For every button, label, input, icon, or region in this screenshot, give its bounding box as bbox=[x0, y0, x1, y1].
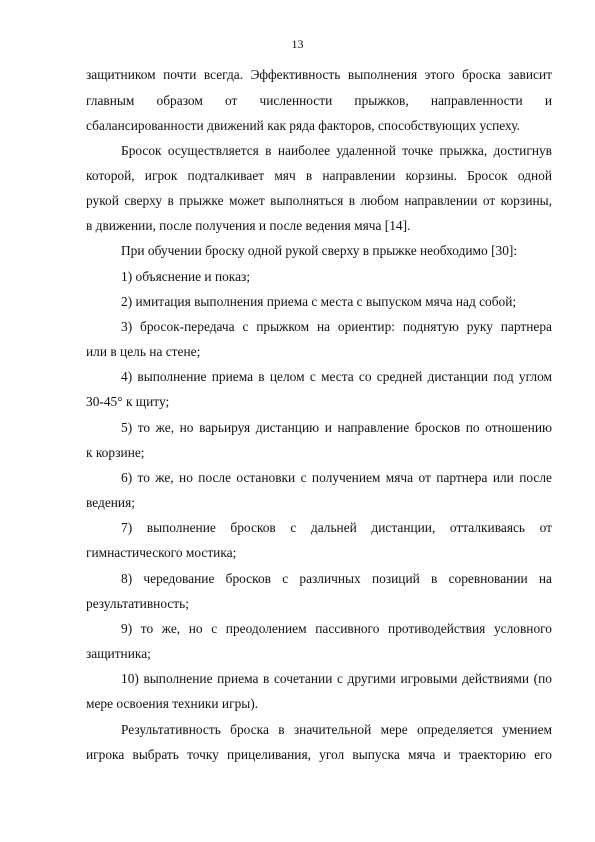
text-line: главным образом от численности прыжков, направленности и bbox=[86, 93, 552, 108]
text-line: защитником почти всегда. Эффективность выполнения этого броска зависит bbox=[86, 67, 552, 82]
text-line: мере освоения техники игры). bbox=[86, 696, 259, 711]
text-line: Результативность броска в значительной мере определяется умением bbox=[121, 722, 552, 737]
text-line: ведения; bbox=[86, 495, 135, 510]
text-line: Бросок осуществляется в наиболее удаленной точке прыжка, достигнув bbox=[121, 143, 552, 158]
list-item: 8) чередование бросков с различных позиций в соревновании на bbox=[121, 571, 552, 586]
text-line: гимнастического мостика; bbox=[86, 545, 237, 560]
list-item: 10) выполнение приема в сочетании с другими игровыми действиями (по bbox=[121, 671, 552, 686]
list-item: 4) выполнение приема в целом с места со средней дистанции под углом bbox=[121, 369, 552, 384]
text-line: защитника; bbox=[86, 646, 151, 661]
text-line: игрока выбрать точку прицеливания, угол выпуска мяча и траекторию его bbox=[86, 747, 552, 762]
text-line: рукой сверху в прыжке может выполняться в любом направлении от корзины, bbox=[86, 193, 552, 208]
text-line: При обучении броску одной рукой сверху в прыжке необходимо [30]: bbox=[121, 243, 518, 258]
page-number: 13 bbox=[291, 37, 304, 51]
list-item: 7) выполнение бросков с дальней дистанции, отталкиваясь от bbox=[121, 520, 552, 535]
text-line: результативность; bbox=[86, 596, 189, 611]
list-item: 5) то же, но варьируя дистанцию и направление бросков по отношению bbox=[121, 420, 552, 435]
text-line: или в цель на стене; bbox=[86, 344, 201, 359]
list-item: 2) имитация выполнения приема с места с выпуском мяча над собой; bbox=[121, 294, 517, 309]
list-item: 1) объяснение и показ; bbox=[121, 269, 251, 284]
text-line: которой, игрок подталкивает мяч в направлении корзины. Бросок одной bbox=[86, 168, 552, 183]
text-line: в движении, после получения и после ведения мяча [14]. bbox=[86, 218, 411, 233]
list-item: 6) то же, но после остановки с получением мяча от партнера или после bbox=[121, 470, 552, 485]
list-item: 3) бросок-передача с прыжком на ориентир: поднятую руку партнера bbox=[121, 319, 552, 334]
text-line: к корзине; bbox=[86, 445, 145, 460]
text-line: 30-45° к щиту; bbox=[86, 394, 170, 409]
text-line: сбалансированности движений как ряда факторов, способствующих успеху. bbox=[86, 118, 520, 133]
list-item: 9) то же, но с преодолением пассивного противодействия условного bbox=[121, 621, 552, 636]
